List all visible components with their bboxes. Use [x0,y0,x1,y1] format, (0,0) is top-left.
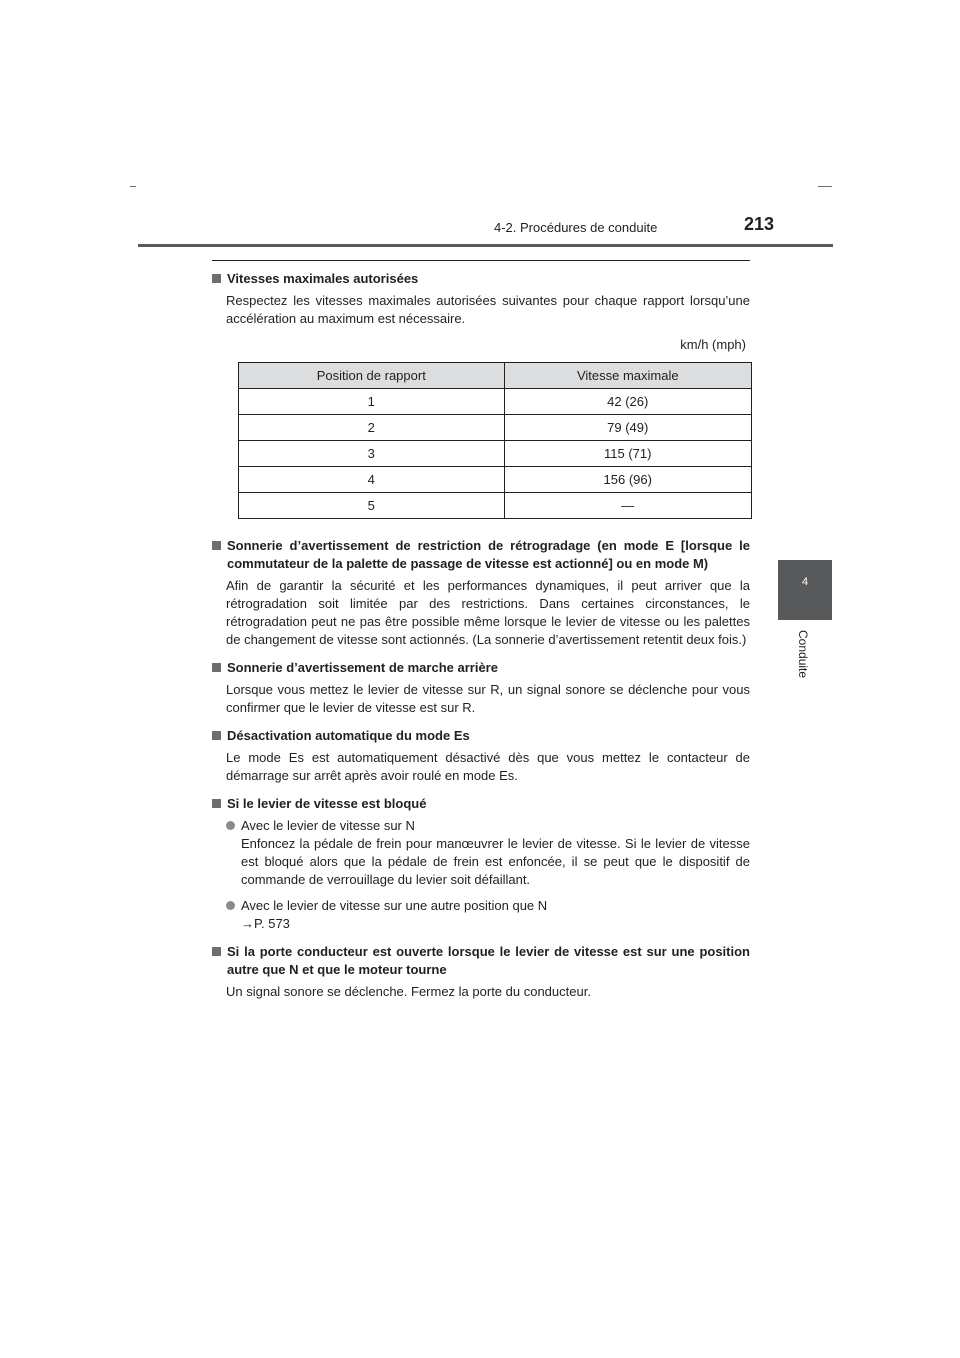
page-reference[interactable] [241,915,750,933]
list-item-text: Enfoncez la pédale de frein pour manœuvrer le levier de vitesse. Si le levier de vitesse est bloqué alors que la pédale de frein est enfoncée, il se peut que le dispositif de commande de verrouillage du levier soit défaillant. [241,836,750,887]
square-bullet-icon [212,799,221,808]
arrow-right-icon: → [241,916,254,931]
unit-label: km/h (mph) [680,337,746,352]
table-cell: 115 (71) [504,441,751,467]
table-header-cell: Vitesse maximale [504,363,751,389]
section-door-open [212,943,750,1001]
heading-text: Si la porte conducteur est ouverte lorsque le levier de vitesse est sur une position autre que N et que le moteur tourne [227,944,750,977]
section-max-speeds [212,270,750,519]
paragraph: Un signal sonore se déclenche. Fermez la porte du conducteur. [226,984,591,999]
table-cell: 3 [239,441,505,467]
section-heading [212,659,750,677]
content-top-rule [212,260,750,261]
section-heading [212,270,750,288]
paragraph: Afin de garantir la sécurité et les performances dynamiques, il peut arriver que la rétrogradation soit limitée par des restrictions. Dans certaines circonstances, le rétrogradation peut ne pas être possible même lorsque le levier de vitesse ou les palettes de changement de vitesse sont actionnés. (La sonnerie d’avertissement retentit deux fois.) [226,578,750,647]
heading-text: Vitesses maximales autorisées [227,271,419,286]
square-bullet-icon [212,947,221,956]
circle-bullet-icon [226,901,235,910]
page-number: 213 [744,214,775,234]
list-item-title: Avec le levier de vitesse sur une autre position que N [241,898,548,913]
table-row [239,441,752,467]
table-cell: 2 [239,415,505,441]
heading-text: Sonnerie d’avertissement de marche arrière [227,660,498,675]
speed-table [238,362,752,519]
section-es-mode [212,727,750,785]
section-heading [212,943,750,979]
table-row [239,467,752,493]
table-cell: 1 [239,389,505,415]
chapter-label: Conduite [796,630,810,679]
square-bullet-icon [212,274,221,283]
table-cell: — [504,493,751,519]
table-cell: 156 (96) [504,467,751,493]
list-item [226,897,750,933]
section-shift-locked [212,795,750,933]
table-cell: 4 [239,467,505,493]
list-item-body [241,817,750,889]
section-downshift-buzzer [212,537,750,649]
crop-mark-right [818,186,832,187]
header-rule [138,244,833,247]
chapter-tab [778,560,832,620]
list-item [226,817,750,889]
page-reference-text: P. 573 [254,916,290,931]
section-heading [212,727,750,745]
crop-mark-left [130,186,136,187]
heading-text: Si le levier de vitesse est bloqué [227,796,427,811]
heading-text: Sonnerie d’avertissement de restriction de rétrogradage (en mode E [lorsque le commutateur de la palette de passage de vitesse est actionné] ou en mode M) [227,538,750,571]
table-row [239,415,752,441]
square-bullet-icon [212,663,221,672]
paragraph: Respectez les vitesses maximales autorisées suivantes pour chaque rapport lorsqu’une accélération au maximum est nécessaire. [226,293,750,326]
list-item-title: Avec le levier de vitesse sur N [241,818,415,833]
section-reverse-buzzer [212,659,750,717]
table-row [239,493,752,519]
chapter-number: 4 [801,576,809,588]
page-content [212,270,750,1011]
table-cell: 42 (26) [504,389,751,415]
square-bullet-icon [212,541,221,550]
list-item-body [241,897,750,933]
paragraph: Le mode Es est automatiquement désactivé dès que vous mettez le contacteur de démarrage sur arrêt après avoir roulé en mode Es. [226,750,750,783]
table-cell: 5 [239,493,505,519]
table-cell: 79 (49) [504,415,751,441]
table-row [239,389,752,415]
circle-bullet-icon [226,821,235,830]
table-header-row [239,363,752,389]
header-section-title: 4-2. Procédures de conduite [494,220,658,235]
square-bullet-icon [212,731,221,740]
paragraph: Lorsque vous mettez le levier de vitesse sur R, un signal sonore se déclenche pour vous confirmer que le levier de vitesse est sur R. [226,682,750,715]
table-header-cell: Position de rapport [239,363,505,389]
section-heading [212,537,750,573]
section-heading [212,795,750,813]
heading-text: Désactivation automatique du mode Es [227,728,470,743]
